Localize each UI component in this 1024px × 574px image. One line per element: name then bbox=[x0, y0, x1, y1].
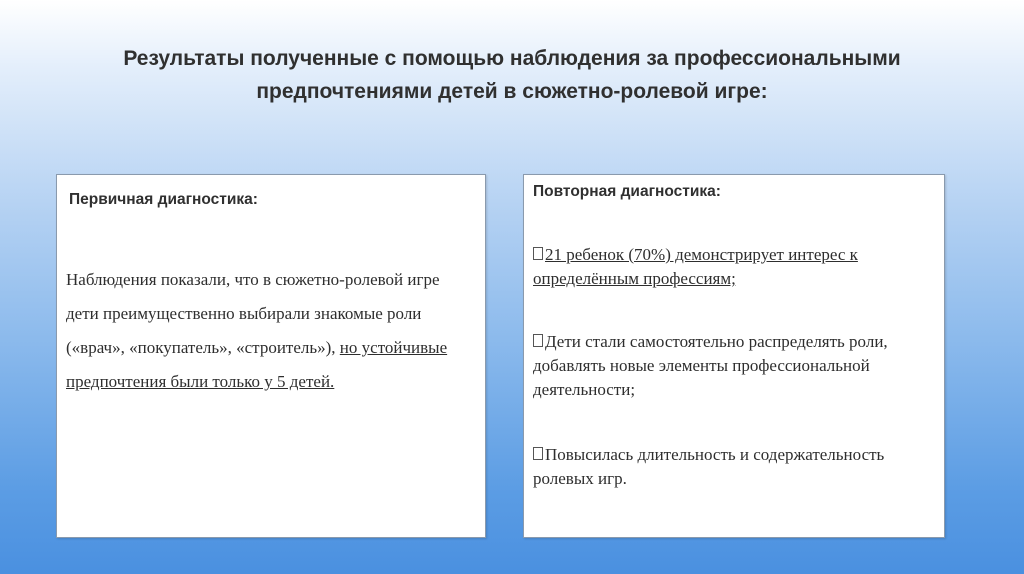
slide-title bbox=[60, 42, 964, 108]
repeat-diagnostics-box bbox=[523, 174, 945, 538]
primary-diagnostics-text-plain: Наблюдения показали, что в сюжетно-ролевой игре дети преимущественно выбирали знакомые роли («врач», «покупатель», «строитель»), bbox=[66, 270, 440, 357]
primary-diagnostics-heading: Первичная диагностика: bbox=[69, 191, 258, 208]
primary-diagnostics-box bbox=[56, 174, 486, 538]
repeat-diagnostics-item-1 bbox=[533, 243, 933, 291]
repeat-diagnostics-heading: Повторная диагностика: bbox=[533, 183, 721, 200]
repeat-diagnostics-item-1-text: 21 ребенок (70%) демонстрирует интерес к определённым профессиям; bbox=[533, 245, 858, 288]
checkbox-bullet-icon bbox=[533, 247, 543, 260]
checkbox-bullet-icon bbox=[533, 334, 543, 347]
slide-title-line-1: Результаты полученные с помощью наблюдения за профессиональными bbox=[123, 47, 901, 70]
checkbox-bullet-icon bbox=[533, 447, 543, 460]
primary-diagnostics-text-underlined: но устойчивые предпочтения были только у 5 детей. bbox=[66, 338, 448, 391]
slide-title-line-2: предпочтениями детей в сюжетно-ролевой игре: bbox=[256, 80, 768, 103]
repeat-diagnostics-item-3 bbox=[533, 443, 933, 491]
primary-diagnostics-text bbox=[66, 263, 476, 399]
repeat-diagnostics-item-2 bbox=[533, 330, 933, 402]
repeat-diagnostics-item-2-text: Дети стали самостоятельно распределять роли, добавлять новые элементы профессиональной деятельности; bbox=[533, 332, 888, 399]
repeat-diagnostics-item-3-text: Повысилась длительность и содержательность ролевых игр. bbox=[533, 445, 885, 488]
